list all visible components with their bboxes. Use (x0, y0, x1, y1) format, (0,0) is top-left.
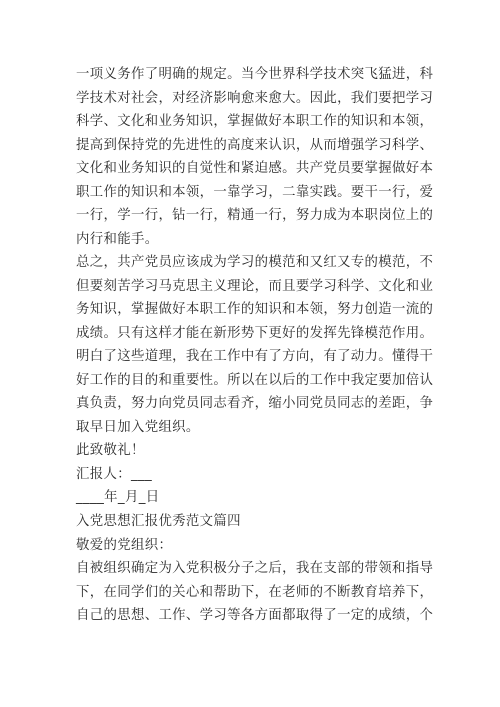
text-line: 但要刻苦学习马克思主义理论，而且要学习科学、文化和业 (76, 279, 434, 294)
text-line: 自被组织确定为入党积极分子之后，我在支部的带领和指导 (76, 561, 434, 576)
text-line: 成绩。只有这样才能在新形势下更好的发挥先锋模范作用。 (76, 326, 434, 341)
text-line: 自己的思想、工作、学习等各方面都取得了一定的成绩，个 (76, 608, 434, 623)
text-line: 学技术对社会，对经济影响愈来愈大。因此，我们要把学习 (76, 91, 434, 106)
text-line: 职工作的知识和本领，一靠学习，二靠实践。要干一行，爱 (76, 185, 434, 200)
text-line: 下，在同学们的关心和帮助下，在老师的不断教育培养下， (76, 585, 434, 600)
greeting: 敬爱的党组织： (76, 538, 173, 553)
text-line: 务知识，掌握做好本职工作的知识和本领，努力创造一流的 (76, 302, 434, 317)
text-line: 明白了这些道理，我在工作中有了方向，有了动力。懂得干 (76, 349, 434, 364)
text-line: 内行和能手。 (76, 232, 159, 247)
closing-salutation: 此致敬礼！ (76, 443, 145, 458)
text-line: 好工作的目的和重要性。所以在以后的工作中我定要加倍认 (76, 373, 434, 388)
reporter-signature-line: 汇报人：___ (76, 467, 153, 482)
text-line: 科学、文化和业务知识，掌握做好本职工作的知识和本领， (76, 114, 434, 129)
text-line: 文化和业务知识的自觉性和紧迫感。共产党员要掌握做好本 (76, 161, 434, 176)
date-line: ____年_月_日 (76, 490, 160, 505)
text-line: 提高到保持党的先进性的高度来认识，从而增强学习科学、 (76, 138, 434, 153)
text-line: 取早日加入党组织。 (76, 420, 200, 435)
text-line: 一行，学一行，钻一行，精通一行，努力成为本职岗位上的 (76, 208, 434, 223)
text-line: 一项义务作了明确的规定。当今世界科学技术突飞猛进，科 (76, 67, 434, 82)
text-line: 真负责，努力向党员同志看齐，缩小同党员同志的差距，争 (76, 396, 434, 411)
section-title: 入党思想汇报优秀范文篇四 (76, 514, 241, 529)
text-line: 总之，共产党员应该成为学习的模范和又红又专的模范，不 (76, 255, 434, 270)
